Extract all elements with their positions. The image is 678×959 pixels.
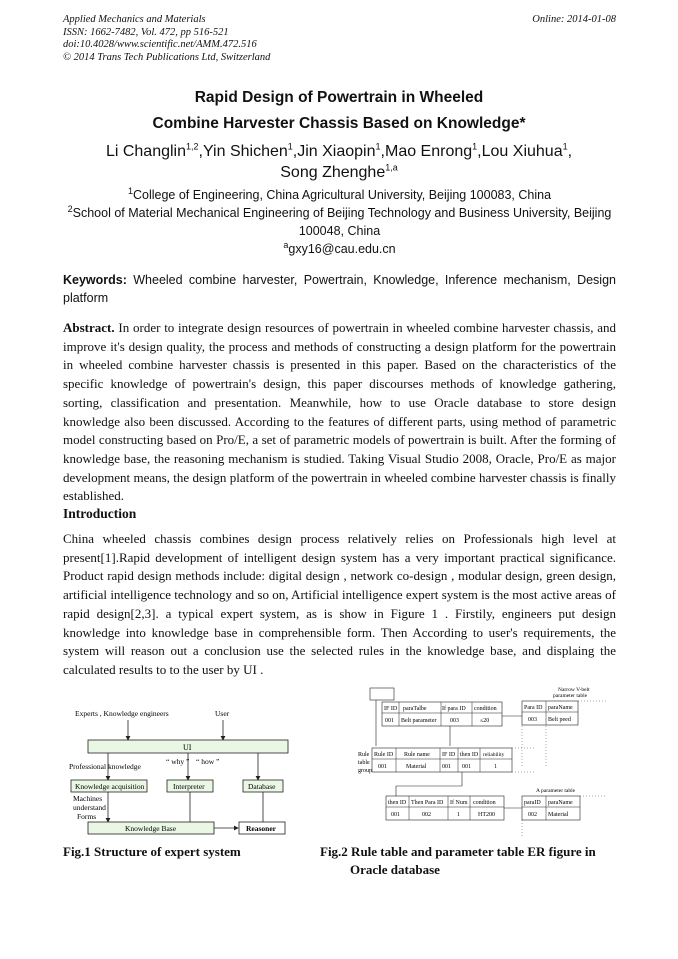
fig1-knowledge-base-label: Knowledge Base xyxy=(125,824,177,833)
introduction-text: China wheeled chassis combines design process relatively relies on Professionals high level at present[1].Rapid development of intelligent design system has a very important practical significance. Product rapid design methods include: digital design , network co-design , modular design, green design, artificial intelligence technology and so on, Artificial intelligence expert system is the most active areas of rapid design[2,3]. a typical expert system, as is show in Figure 1 . Firstily, engineers put design knowledge into knowledge base in comprehensible form. Then According to user's requirements, the system will reason out a conclusion use the selected rules in the knowledge base, and displaing the calculated results to to the user by UI . xyxy=(63,531,616,677)
param-table-header: paraID xyxy=(524,800,541,806)
figure-2-caption-line2: Oracle database xyxy=(350,862,440,877)
abstract-text: In order to integrate design resources of powertrain in wheeled combine harvester chassis, and improve it's design quality, the process and methods of constructing a design platform for the powertrain in wheeled combine harvester chassis is presented in this paper. Based on the characteristics of the specific knowledge of powertrain's design, this paper discourses methods of knowledge gathering, sorting, classification and presentation. Meanwhile, how to use Oracle database to store design knowledge also been discussed. According to the features of different parts, using method of parametric model constructing based on Pro/E, a set of parametric models of powertrain is built. After the forming of knowledge base, the reasoning mechanism is studied. Taking Visual Studio 2008, Oracle, Pro/E as major development means, the design platform of the powertrain in wheeled combine harvester chassis is finally established. xyxy=(63,320,616,504)
author: Song Zhenghe$^{1,a}$ xyxy=(280,162,398,181)
if-table-cell: 001 xyxy=(385,718,394,724)
affiliations xyxy=(63,186,616,258)
param-table-header: paraName xyxy=(548,800,573,806)
rule-table-cell: 1 xyxy=(494,764,497,770)
if-table-cell: 003 xyxy=(450,718,459,724)
paper-title-line2: Combine Harvester Chassis Based on Knowledge* xyxy=(152,115,526,132)
rule-table-header: reliability xyxy=(483,752,505,758)
affiliation-2-cont: 100048, China xyxy=(298,224,381,238)
journal-name: Applied Mechanics and Materials xyxy=(63,14,206,25)
then-table-header: If Num xyxy=(450,800,468,806)
author-list xyxy=(0,141,678,183)
narrow-table-title: parameter table xyxy=(553,693,588,699)
then-table-header: Then Para ID xyxy=(411,800,444,806)
author: Mao Enrong$^1$, xyxy=(384,141,482,160)
rule-table-cell: 001 xyxy=(462,764,471,770)
keywords-text: Wheeled combine harvester, Powertrain, Knowledge, Inference mechanism, Design platform xyxy=(63,273,616,305)
doi-line: doi:10.4028/www.scientific.net/AMM.472.516 xyxy=(63,39,257,50)
param-table-cell: Material xyxy=(548,812,569,818)
rule-table-cell: Material xyxy=(406,764,427,770)
author: Lou Xiuhua$^1$, xyxy=(481,141,573,160)
keywords-label: Keywords: xyxy=(63,273,127,287)
rule-table-header: IF ID xyxy=(442,752,456,758)
affiliation-1: $^1$College of Engineering, China Agricultural University, Beijing 100083, China xyxy=(127,185,552,202)
author: Yin Shichen$^1$, xyxy=(202,141,298,160)
rule-group-label: table xyxy=(358,760,370,766)
then-table-header: then ID xyxy=(388,800,407,806)
rule-table-header: then ID xyxy=(460,752,479,758)
fig1-interpreter-label: Interpreter xyxy=(173,782,205,791)
rule-table-header: Rule ID xyxy=(374,752,394,758)
online-date: Online: 2014-01-08 xyxy=(532,14,616,25)
param-table-title: A parameter table xyxy=(536,788,576,794)
figure-2-caption-line1: Fig.2 Rule table and parameter table ER figure in xyxy=(320,844,596,859)
fig1-machines-label: Machines xyxy=(73,794,103,803)
fig1-experts-label: Experts , Knowledge engineers xyxy=(75,709,169,718)
journal-header xyxy=(63,14,616,64)
rule-table-header: Rule name xyxy=(404,752,430,758)
param-table-cell: 002 xyxy=(528,812,537,818)
rule-group-label: group xyxy=(358,768,372,774)
abstract xyxy=(63,319,616,506)
narrow-table-header: Para ID xyxy=(524,705,543,711)
copyright-line: © 2014 Trans Tech Publications Ltd, Switzerland xyxy=(63,51,271,63)
figure-2-caption xyxy=(320,843,616,879)
figure-1-expert-system xyxy=(63,702,303,838)
if-table-header: IF ID xyxy=(384,706,398,712)
abstract-label: Abstract. xyxy=(63,320,115,335)
fig1-knowledge-acquisition-label: Knowledge acquisition xyxy=(75,782,145,791)
if-table-header: paraTalbe xyxy=(403,706,427,712)
narrow-table-header: paraName xyxy=(548,705,573,711)
paper-title-line1: Rapid Design of Powertrain in Wheeled xyxy=(194,89,484,106)
narrow-table-cell: 003 xyxy=(528,717,537,723)
then-table-cell: 002 xyxy=(422,812,431,818)
affiliation-2: $^2$School of Material Mechanical Engineering of Beijing Technology and Business University, Beijing xyxy=(67,203,612,220)
rule-group-label: Rule xyxy=(358,752,370,758)
author-email: $^a$gxy16@cau.edu.cn xyxy=(283,239,396,256)
fig1-user-label: User xyxy=(215,709,230,718)
fig1-reasoner-label: Reasoner xyxy=(246,824,276,833)
fig1-database-label: Database xyxy=(248,782,276,791)
section-heading-introduction: Introduction xyxy=(63,506,137,521)
then-table-header: condition xyxy=(473,800,496,806)
issn-line: ISSN: 1662-7482, Vol. 472, pp 516-521 xyxy=(63,26,229,38)
if-table-header: condition xyxy=(474,706,497,712)
fig1-how-label: “ how ” xyxy=(196,757,220,766)
author: Li Changlin$^{1,2}$, xyxy=(105,141,203,160)
then-table-cell: HT200 xyxy=(478,812,495,818)
then-table-cell: 001 xyxy=(391,812,400,818)
then-table-cell: 1 xyxy=(457,812,460,818)
narrow-table-title: Narrow V-belt xyxy=(558,687,590,693)
fig1-forms-label: Forms xyxy=(77,812,97,821)
fig1-why-label: “ why ” xyxy=(166,757,190,766)
fig1-understand-label: understand xyxy=(73,803,106,812)
if-table-cell: Belt parameter xyxy=(401,718,437,724)
rule-table-cell: 001 xyxy=(442,764,451,770)
figure-1-caption: Fig.1 Structure of expert system xyxy=(63,844,241,859)
if-table-header: If para ID xyxy=(442,706,466,712)
narrow-table-cell: Belt peed xyxy=(548,717,571,723)
fig1-ui-label: UI xyxy=(183,743,192,752)
rule-table-cell: 001 xyxy=(378,764,387,770)
if-table-cell: ≤20 xyxy=(480,718,490,724)
keywords xyxy=(63,271,616,307)
author: Jin Xiaopin$^1$, xyxy=(297,141,385,160)
fig1-professional-label: Professional knowledge xyxy=(69,762,141,771)
figure-2-er-diagram xyxy=(356,686,614,838)
